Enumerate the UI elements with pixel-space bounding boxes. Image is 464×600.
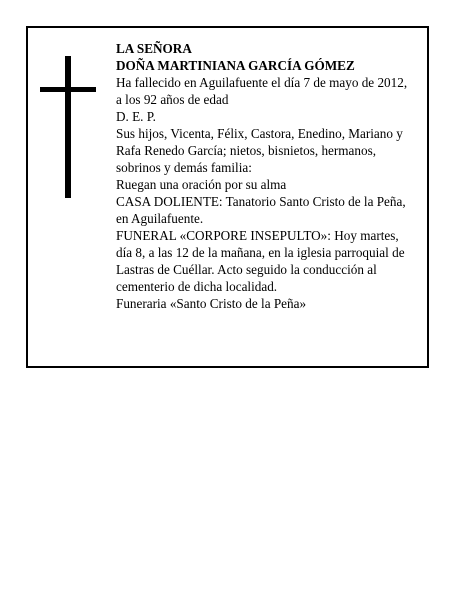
notice-header-title: LA SEÑORA [116, 41, 192, 56]
cross-vertical-bar [65, 56, 71, 198]
funeral-line: Lastras de Cuéllar. Acto seguido la conducción al [116, 262, 377, 277]
funeral-line: cementerio de dicha localidad. [116, 279, 278, 294]
cross-horizontal-bar [40, 87, 96, 92]
rest-in-peace: D. E. P. [116, 109, 156, 124]
deceased-name: DOÑA MARTINIANA GARCÍA GÓMEZ [116, 58, 355, 73]
funeral-line: día 8, a las 12 de la mañana, en la iglesia parroquial de [116, 245, 405, 260]
cross-icon [40, 56, 96, 198]
mourning-house-line: en Aguilafuente. [116, 211, 204, 226]
family-line: Sus hijos, Vicenta, Félix, Castora, Enedino, Mariano y [116, 126, 403, 141]
funeral-home: Funeraria «Santo Cristo de la Peña» [116, 296, 307, 311]
obituary-notice [26, 26, 429, 368]
family-line: Rafa Renedo García; nietos, bisnietos, hermanos, [116, 143, 377, 158]
mourning-house-line: CASA DOLIENTE: Tanatorio Santo Cristo de la Peña, [116, 194, 406, 209]
family-line: sobrinos y demás familia: [116, 160, 252, 175]
death-info-line: a los 92 años de edad [116, 92, 229, 107]
obituary-text [116, 40, 421, 312]
death-info-line: Ha fallecido en Aguilafuente el día 7 de mayo de 2012, [116, 75, 408, 90]
prayer-request: Ruegan una oración por su alma [116, 177, 287, 192]
funeral-line: FUNERAL «CORPORE INSEPULTO»: Hoy martes, [116, 228, 399, 243]
